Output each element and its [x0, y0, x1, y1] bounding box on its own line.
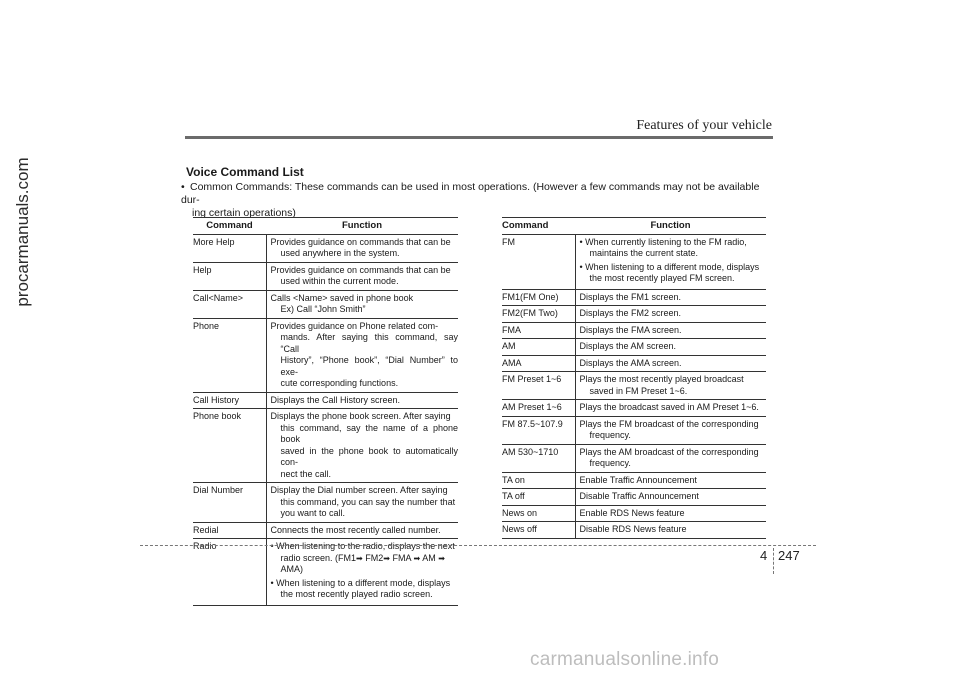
page-number: 247 — [778, 548, 800, 563]
function-line: saved in the phone book to automatically con- — [280, 445, 458, 467]
function-cell — [266, 522, 458, 539]
function-cell — [266, 234, 458, 262]
table-row — [193, 483, 458, 523]
function-line: used within the current mode. — [280, 276, 399, 286]
arrow-right-icon: ➡ — [356, 553, 363, 563]
command-cell: Radio — [193, 539, 266, 606]
function-line: Calls <Name> saved in phone book — [270, 292, 414, 303]
function-line: Displays the AMA screen. — [579, 357, 682, 368]
table-row — [502, 339, 766, 356]
command-cell: News off — [502, 522, 575, 539]
table-row — [502, 322, 766, 339]
command-cell: FM 87.5~107.9 — [502, 416, 575, 444]
table-row — [502, 400, 766, 417]
function-text: AMA) — [280, 564, 303, 574]
command-cell: TA on — [502, 472, 575, 489]
function-line: Displays the FM2 screen. — [579, 308, 682, 318]
table-row — [502, 444, 766, 472]
table-row — [193, 539, 458, 606]
intro-paragraph — [181, 181, 771, 220]
function-bullet: • When currently listening to the FM radio, maintains the current state. — [579, 236, 747, 258]
function-cell — [575, 444, 766, 472]
function-text: When listening to a different mode, displays — [585, 261, 760, 272]
function-line: this command, say the name of a phone book — [280, 422, 458, 444]
function-line: mands. After saying this command, say “Call — [280, 332, 458, 354]
table-row — [502, 234, 766, 289]
table-row — [502, 416, 766, 444]
command-cell: Phone book — [193, 409, 266, 483]
intro-line-2: ing certain operations) — [192, 207, 296, 219]
command-cell: FM2(FM Two) — [502, 306, 575, 323]
table-row — [502, 289, 766, 306]
function-cell — [575, 505, 766, 522]
function-cell — [575, 234, 766, 289]
function-cell — [266, 290, 458, 318]
function-bullet: • When listening to a different mode, displays the most recently played radio screen. — [270, 577, 451, 599]
arrow-right-icon: ➡ — [383, 553, 390, 563]
page-header-title: Features of your vehicle — [636, 118, 772, 133]
function-cell — [266, 483, 458, 523]
function-text: the most recently played FM screen. — [589, 273, 735, 283]
right-command-table — [502, 217, 766, 539]
function-line: frequency. — [589, 430, 631, 440]
table-header-row — [502, 218, 766, 235]
function-line: nect the call. — [280, 468, 332, 479]
column-header-command: Command — [502, 218, 575, 235]
column-header-function: Function — [266, 218, 458, 235]
function-line: Display the Dial number screen. After saying — [270, 485, 448, 495]
function-text: FM2 — [365, 552, 384, 563]
table-row — [502, 489, 766, 506]
intro-line-1: Common Commands: These commands can be used in most operations. (However a few commands may not be available dur- — [181, 181, 760, 206]
function-cell — [575, 472, 766, 489]
command-cell: Phone — [193, 318, 266, 392]
table-row — [502, 355, 766, 372]
function-cell — [575, 400, 766, 417]
function-line: Displays the Call History screen. — [270, 394, 401, 405]
command-cell: Call<Name> — [193, 290, 266, 318]
function-line: Plays the most recently played broadcast — [579, 374, 744, 384]
function-line: Displays the FMA screen. — [579, 324, 682, 335]
function-cell — [266, 318, 458, 392]
command-cell: FM1(FM One) — [502, 289, 575, 306]
function-line: Enable RDS News feature — [579, 507, 685, 518]
function-line: cute corresponding functions. — [280, 378, 399, 388]
function-line: saved in FM Preset 1~6. — [589, 385, 688, 396]
command-cell: More Help — [193, 234, 266, 262]
function-bullet: • When listening to a different mode, displays the most recently played FM screen. — [579, 261, 760, 283]
function-line: frequency. — [589, 458, 631, 468]
function-line: History”, “Phone book”, “Dial Number” to exe- — [280, 355, 458, 377]
function-cell — [575, 372, 766, 400]
command-cell: News on — [502, 505, 575, 522]
function-text: maintains the current state. — [589, 248, 699, 258]
function-cell — [266, 409, 458, 483]
footer-rule — [140, 545, 816, 546]
function-text: When listening to a different mode, displays — [276, 577, 451, 588]
function-cell — [575, 522, 766, 539]
function-line: Provides guidance on Phone related com- — [270, 320, 439, 331]
command-cell: AM Preset 1~6 — [502, 400, 575, 417]
command-cell: AMA — [502, 355, 575, 372]
command-cell: AM — [502, 339, 575, 356]
function-text: When currently listening to the FM radio, — [585, 236, 747, 247]
table-row — [193, 290, 458, 318]
command-cell: Redial — [193, 522, 266, 539]
command-cell: FM Preset 1~6 — [502, 372, 575, 400]
bullet-icon: • — [181, 181, 185, 193]
function-cell — [266, 392, 458, 409]
function-line: Displays the phone book screen. After saying — [270, 411, 451, 421]
bottom-watermark: carmanualsonline.info — [530, 649, 720, 670]
table-header-row — [193, 218, 458, 235]
function-line: Disable Traffic Announcement — [579, 491, 699, 501]
function-text: radio screen. (FM1 — [280, 552, 357, 563]
command-cell: Dial Number — [193, 483, 266, 523]
function-line: Ex) Call “John Smith” — [280, 304, 366, 314]
table-row — [502, 372, 766, 400]
command-cell: Help — [193, 262, 266, 290]
table-row — [502, 306, 766, 323]
table-row — [502, 505, 766, 522]
table-row — [193, 318, 458, 392]
command-cell: FM — [502, 234, 575, 289]
function-cell — [266, 262, 458, 290]
function-line: Enable Traffic Announcement — [579, 474, 697, 485]
function-line: Connects the most recently called number. — [270, 524, 441, 535]
function-line: Provides guidance on commands that can be — [270, 264, 451, 275]
table-row — [193, 409, 458, 483]
command-cell: FMA — [502, 322, 575, 339]
arrow-right-icon: ➡ — [413, 553, 421, 563]
table-row — [193, 262, 458, 290]
function-cell — [575, 339, 766, 356]
table-row — [193, 392, 458, 409]
table-row — [193, 234, 458, 262]
function-bullet: • When listening to the radio, displays the next radio screen. (FM1➡ FM2➡ FMA ➡ AM ➡ AMA) — [270, 541, 455, 574]
function-line: this command, you can say the number that — [280, 496, 456, 507]
function-line: Plays the broadcast saved in AM Preset 1~6. — [579, 402, 759, 412]
command-cell: TA off — [502, 489, 575, 506]
function-cell — [575, 489, 766, 506]
function-cell — [575, 289, 766, 306]
function-text: AM — [422, 552, 436, 563]
function-text: the most recently played radio screen. — [280, 589, 433, 599]
function-line: Plays the FM broadcast of the corresponding — [579, 418, 759, 429]
column-header-command: Command — [193, 218, 266, 235]
table-row — [502, 522, 766, 539]
function-line: used anywhere in the system. — [280, 248, 400, 258]
function-cell — [575, 416, 766, 444]
function-line: Plays the AM broadcast of the corresponding — [579, 446, 759, 457]
column-header-function: Function — [575, 218, 766, 235]
page-number-divider — [773, 548, 774, 574]
function-text: FMA — [392, 552, 411, 563]
command-cell: Call History — [193, 392, 266, 409]
function-text: When listening to the radio, displays the next — [276, 541, 455, 551]
function-line: Displays the FM1 screen. — [579, 291, 682, 302]
function-cell — [266, 539, 458, 606]
function-line: Disable RDS News feature — [579, 524, 687, 534]
function-line: you want to call. — [280, 508, 346, 518]
chapter-number: 4 — [760, 548, 768, 563]
arrow-right-icon: ➡ — [438, 553, 445, 563]
section-title: Voice Command List — [186, 165, 304, 179]
function-cell — [575, 322, 766, 339]
table-row — [502, 472, 766, 489]
function-line: Provides guidance on commands that can be — [270, 236, 451, 247]
side-watermark: procarmanuals.com — [13, 157, 32, 307]
function-line: Displays the AM screen. — [579, 341, 677, 351]
command-cell: AM 530~1710 — [502, 444, 575, 472]
table-row — [193, 522, 458, 539]
function-cell — [575, 355, 766, 372]
header-rule — [185, 136, 773, 139]
left-command-table — [193, 217, 458, 606]
function-cell — [575, 306, 766, 323]
